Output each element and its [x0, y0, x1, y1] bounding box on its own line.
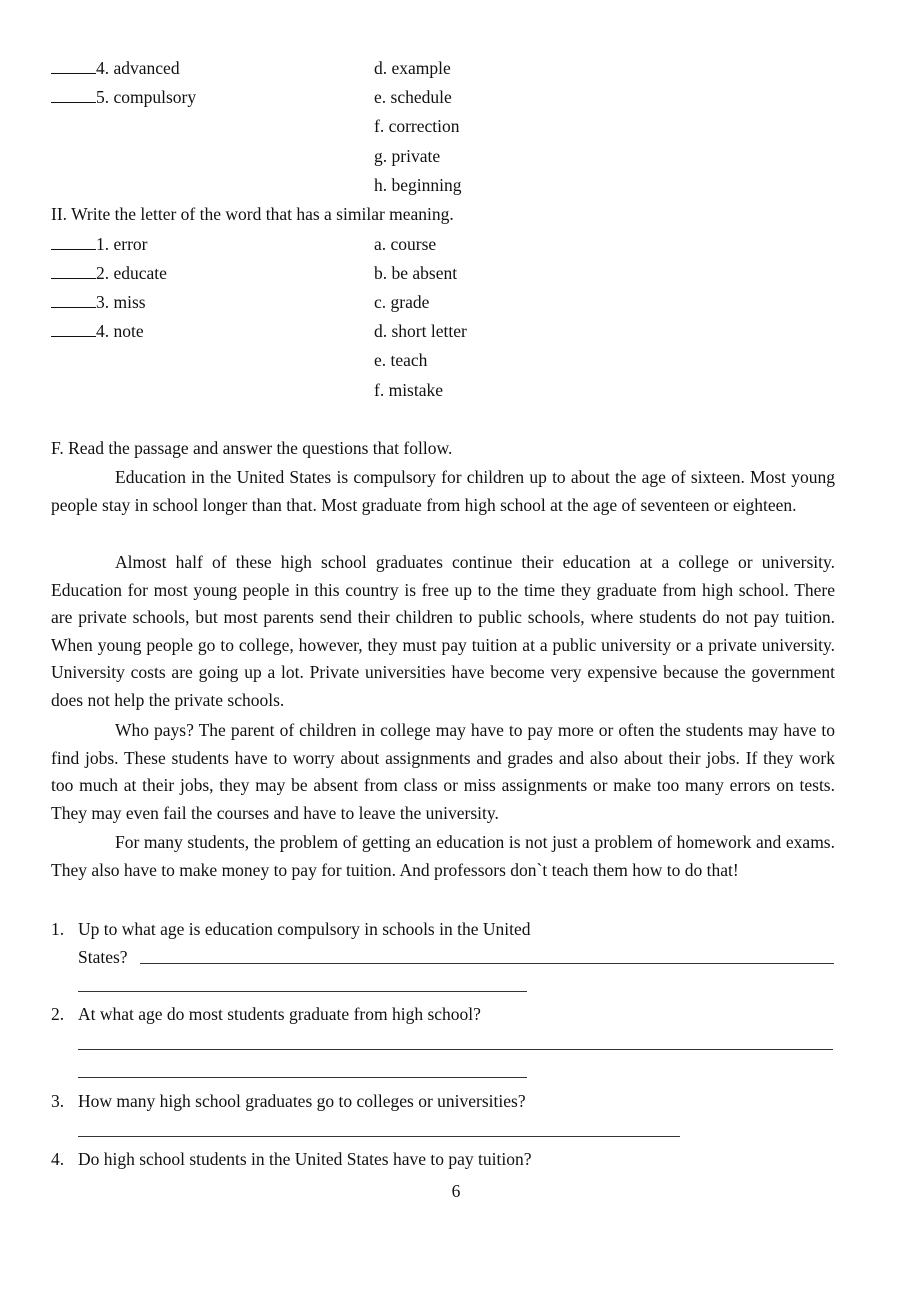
passage-paragraph-3: Who pays? The parent of children in college may have to pay more or often the students may have to find jobs. These students have to worry about assignments and grades and also about their jobs. If they work too much at their jobs, they may be absent from class or miss assignments or make too many errors on tests. They may even fail the courses and have to leave the university.	[51, 720, 835, 823]
matching-item-5	[51, 84, 196, 110]
answer-blank[interactable]	[51, 289, 96, 308]
question-text: At what age do most students graduate from high school?	[78, 1004, 481, 1024]
option-b: b. be absent	[374, 263, 458, 283]
section-f-instruction: F. Read the passage and answer the questions that follow.	[51, 438, 453, 458]
question-number: 1.	[51, 919, 65, 939]
passage-paragraph-1: Education in the United States is compulsory for children up to about the age of sixteen. Most young people stay in school longer than that. Most graduate from high school at the age of seventeen or eighteen.	[51, 467, 835, 515]
option-e: e. schedule	[374, 87, 452, 107]
question-text: Up to what age is education compulsory in schools in the United	[78, 919, 531, 939]
question-1	[51, 916, 835, 968]
option-e: e. teach	[374, 350, 428, 370]
item-number: 5.	[96, 87, 110, 107]
question-text: How many high school graduates go to colleges or universities?	[78, 1091, 526, 1111]
answer-blank[interactable]	[51, 231, 96, 250]
item-number: 3.	[96, 292, 110, 312]
item-word: miss	[113, 292, 146, 312]
section-ii-instruction: II. Write the letter of the word that has a similar meaning.	[51, 204, 454, 224]
option-d: d. short letter	[374, 321, 467, 341]
answer-blank[interactable]	[51, 84, 96, 103]
item-word: error	[113, 234, 148, 254]
answer-line[interactable]	[78, 1077, 527, 1078]
item-number: 4.	[96, 58, 110, 78]
question-text-continued: States?	[78, 947, 128, 967]
answer-blank[interactable]	[51, 55, 96, 74]
option-d: d. example	[374, 58, 451, 78]
answer-line[interactable]	[78, 991, 527, 992]
item-number: 1.	[96, 234, 110, 254]
synonym-item-3	[51, 289, 146, 315]
answer-line[interactable]	[140, 963, 834, 964]
question-number: 3.	[51, 1091, 65, 1111]
item-word: note	[113, 321, 144, 341]
item-number: 2.	[96, 263, 110, 283]
answer-line[interactable]	[78, 1136, 680, 1137]
question-text: Do high school students in the United States have to pay tuition?	[78, 1149, 532, 1169]
question-number: 4.	[51, 1149, 65, 1169]
option-f: f. correction	[374, 116, 460, 136]
option-f: f. mistake	[374, 380, 444, 400]
option-g: g. private	[374, 146, 441, 166]
page-number: 6	[451, 1181, 461, 1201]
option-c: c. grade	[374, 292, 430, 312]
synonym-item-2	[51, 260, 167, 286]
question-number: 2.	[51, 1004, 65, 1024]
synonym-item-4	[51, 318, 144, 344]
question-3	[51, 1088, 835, 1114]
option-h: h. beginning	[374, 175, 462, 195]
answer-blank[interactable]	[51, 318, 96, 337]
item-word: educate	[113, 263, 167, 283]
question-4	[51, 1146, 835, 1172]
item-word: advanced	[113, 58, 180, 78]
passage-paragraph-4: For many students, the problem of getting an education is not just a problem of homework and exams. They also have to make money to pay for tuition. And professors don`t teach them how to do that!	[51, 832, 835, 880]
synonym-item-1	[51, 231, 148, 257]
item-number: 4.	[96, 321, 110, 341]
option-a: a. course	[374, 234, 437, 254]
passage-paragraph-2: Almost half of these high school graduates continue their education at a college or university. Education for most young people in this country is free up to the time they graduate from high school. There are private schools, but most parents send their children to public schools, where students do not pay tuition. When young people go to college, however, they must pay tuition at a public university or a private university. University costs are going up a lot. Private universities have become very expensive because the government does not help the private schools.	[51, 552, 835, 710]
answer-blank[interactable]	[51, 260, 96, 279]
matching-item-4	[51, 55, 180, 81]
answer-line[interactable]	[78, 1049, 833, 1050]
item-word: compulsory	[113, 87, 197, 107]
question-2	[51, 1001, 835, 1027]
